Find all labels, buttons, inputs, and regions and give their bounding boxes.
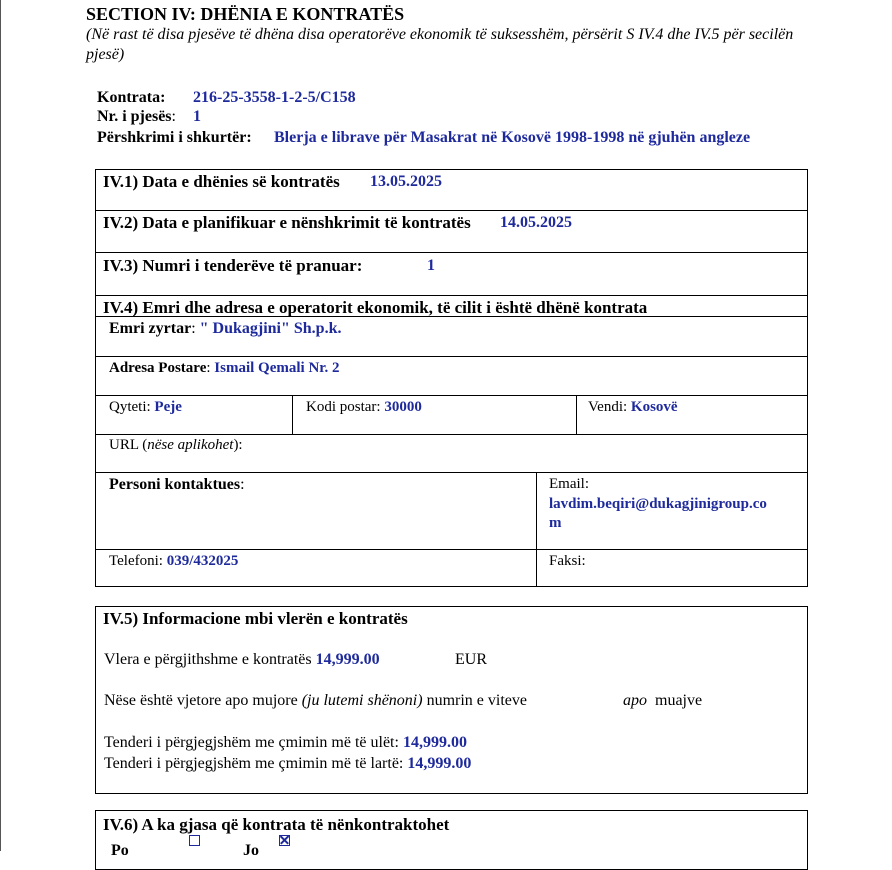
total-value-label: Vlera e përgjithshme e kontratës xyxy=(104,651,312,668)
address-row: Adresa Postare: Ismail Qemali Nr. 2 xyxy=(109,360,340,376)
desc-label: Përshkrimi i shkurtër: xyxy=(97,129,252,146)
part-value: 1 xyxy=(193,108,201,125)
contract-value: 216-25-3558-1-2-5/C158 xyxy=(193,89,356,106)
total-value: 14,999.00 xyxy=(315,651,380,668)
part-row xyxy=(97,108,176,126)
email-value-line1: lavdim.beqiri@dukagjinigroup.co xyxy=(549,496,767,512)
divider xyxy=(95,472,808,473)
iv2-value: 14.05.2025 xyxy=(500,214,572,231)
divider xyxy=(95,356,808,357)
address-value: Ismail Qemali Nr. 2 xyxy=(214,360,340,376)
country-row xyxy=(588,399,678,416)
email-label: Email: xyxy=(549,476,589,492)
divider-vertical xyxy=(576,395,577,434)
phone-row xyxy=(109,553,238,570)
fax-label: Faksi: xyxy=(549,553,586,569)
highest-tender-value: 14,999.00 xyxy=(407,755,472,772)
divider xyxy=(95,252,808,253)
contract-label: Kontrata: xyxy=(97,89,166,106)
page-left-edge xyxy=(0,0,1,851)
address-label: Adresa Postare xyxy=(109,360,207,376)
email-value-line2: m xyxy=(549,515,562,531)
city-value: Peje xyxy=(154,399,182,415)
divider xyxy=(95,549,808,550)
yes-checkbox[interactable] xyxy=(189,835,200,846)
iv6-label: IV.6) A ka gjasa që kontrata të nënkontraktohet xyxy=(103,815,450,834)
iv1-value: 13.05.2025 xyxy=(370,173,442,190)
yes-label: Po xyxy=(111,842,129,859)
contact-row: Personi kontaktues: xyxy=(109,476,245,493)
iv3-label: IV.3) Numri i tenderëve të pranuar: xyxy=(103,256,363,275)
section-title: SECTION IV: DHËNIA E KONTRATËS xyxy=(86,4,405,24)
iv5-label: IV.5) Informacione mbi vlerën e kontratës xyxy=(103,609,408,628)
highest-tender-label: Tenderi i përgjegjshëm me çmimin më të lartë: xyxy=(104,755,404,772)
country-label: Vendi: xyxy=(588,399,628,415)
iv1-label: IV.1) Data e dhënies së kontratës xyxy=(103,172,340,191)
url-label-italic: nëse aplikohet xyxy=(147,437,234,453)
no-label: Jo xyxy=(243,842,259,859)
annual-or: apo xyxy=(623,692,647,709)
postal-row xyxy=(306,399,422,416)
official-name-value: " Dukagjini" Sh.p.k. xyxy=(199,320,342,337)
phone-value: 039/432025 xyxy=(166,553,239,569)
iv4-label: IV.4) Emri dhe adresa e operatorit ekonomik, të cilit i është dhënë kontrata xyxy=(103,298,648,317)
divider-vertical xyxy=(536,472,537,587)
email-value xyxy=(549,495,767,533)
postal-value: 30000 xyxy=(384,399,422,415)
city-row xyxy=(109,399,182,416)
url-label: URL ( xyxy=(109,437,148,453)
divider-vertical xyxy=(292,395,293,434)
postal-label: Kodi postar: xyxy=(306,399,381,415)
annual-row xyxy=(104,692,527,710)
phone-label: Telefoni: xyxy=(109,553,163,569)
annual-italic: (ju lutemi shënoni) xyxy=(301,692,423,709)
city-label: Qyteti: xyxy=(109,399,151,415)
lowest-tender-label: Tenderi i përgjegjshëm me çmimin më të ulët: xyxy=(104,734,399,751)
lowest-tender-value: 14,999.00 xyxy=(402,734,467,751)
official-name-row: Emri zyrtar: " Dukagjini" Sh.p.k. xyxy=(109,320,342,337)
no-checkbox[interactable] xyxy=(279,835,290,846)
iv3-value: 1 xyxy=(427,257,435,274)
lowest-tender-row xyxy=(104,734,467,752)
country-value: Kosovë xyxy=(630,399,678,415)
currency: EUR xyxy=(455,651,487,668)
divider xyxy=(95,434,808,435)
highest-tender-row xyxy=(104,755,471,773)
iv2-label: IV.2) Data e planifikuar e nënshkrimit të kontratës xyxy=(103,213,471,232)
part-colon: : xyxy=(171,108,176,125)
contact-label: Personi kontaktues xyxy=(109,476,241,493)
official-name-label: Emri zyrtar xyxy=(109,320,192,337)
url-label-end: ): xyxy=(233,437,243,453)
divider xyxy=(95,295,808,296)
desc-value: Blerja e librave për Masakrat në Kosovë 1998-1998 në gjuhën angleze xyxy=(274,129,751,146)
annual-text: Nëse është vjetore apo mujore xyxy=(104,692,298,709)
url-row xyxy=(109,437,243,454)
section-note: (Në rast të disa pjesëve të dhëna disa operatorëve ekonomik të suksesshëm, përsërit S IV.4 dhe IV.5 për secilën pjesë) xyxy=(86,26,794,63)
annual-text2: numrin e viteve xyxy=(426,692,527,709)
total-value-row xyxy=(104,651,380,669)
annual-months: muajve xyxy=(655,692,703,709)
divider xyxy=(95,210,808,211)
part-label: Nr. i pjesës xyxy=(97,108,172,125)
divider xyxy=(95,395,808,396)
